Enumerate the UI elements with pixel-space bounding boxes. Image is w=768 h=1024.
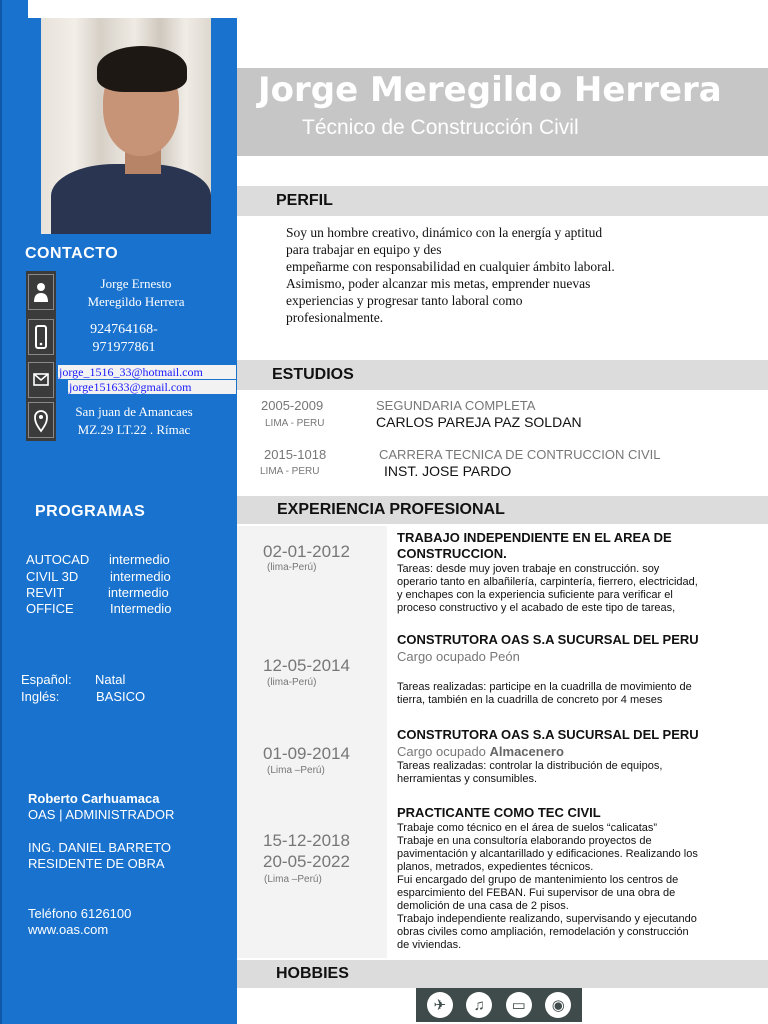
experience-date: 15-12-2018 bbox=[263, 831, 350, 850]
education-years: 2005-2009 bbox=[261, 398, 324, 413]
education-degree: SEGUNDARIA COMPLETA bbox=[376, 398, 536, 413]
experience-title: PRACTICANTE COMO TEC CIVIL bbox=[397, 805, 601, 820]
profile-line: Soy un hombre creativo, dinámico con la energía y aptitud bbox=[286, 225, 603, 240]
description-line: Fui encargado del grupo de mantenimiento los centros de bbox=[397, 874, 679, 886]
profile-line: experiencias y progresar tanto laboral como bbox=[286, 293, 523, 308]
description-line: de viviendas. bbox=[397, 939, 462, 951]
phone-icon bbox=[28, 319, 54, 355]
contact-address-line2: MZ.29 LT.22 . Rímac bbox=[77, 422, 191, 437]
reference-1-name: Roberto Carhuamaca bbox=[28, 791, 160, 806]
reference-1-role: OAS | ADMINISTRADOR bbox=[28, 807, 175, 822]
photo-shirt bbox=[51, 164, 211, 234]
experience-role bbox=[397, 744, 564, 759]
description-line: obras civiles como ampliación, remodelación y construcción bbox=[397, 926, 689, 938]
book-icon: ▭ bbox=[506, 992, 532, 1018]
job-title: Técnico de Construcción Civil bbox=[302, 116, 579, 139]
education-degree: CARRERA TECNICA DE CONTRUCCION CIVIL bbox=[379, 447, 661, 462]
experience-description bbox=[397, 563, 753, 615]
experience-location: (Lima –Perú) bbox=[264, 874, 322, 885]
contact-address bbox=[58, 403, 210, 439]
experience-date-column bbox=[237, 526, 387, 958]
contact-heading: CONTACTO bbox=[25, 245, 119, 262]
experience-date: 02-01-2012 bbox=[263, 542, 350, 561]
program-name: AUTOCAD bbox=[26, 552, 90, 567]
sidebar-top-strip bbox=[28, 0, 239, 18]
profile-text bbox=[286, 224, 706, 326]
experience-title: CONSTRUTORA OAS S.A SUCURSAL DEL PERU bbox=[397, 727, 699, 742]
program-level: intermedio bbox=[109, 552, 170, 567]
program-row bbox=[26, 569, 171, 585]
profile-line: empeñarme con responsabilidad en cualquier ámbito laboral. bbox=[286, 259, 615, 274]
language-level: Natal bbox=[95, 672, 126, 687]
program-row bbox=[26, 552, 170, 568]
person-icon bbox=[28, 274, 54, 310]
role-value: Peón bbox=[489, 649, 520, 664]
description-line: herramientas y consumibles. bbox=[397, 773, 538, 785]
camera-icon: ◉ bbox=[545, 992, 571, 1018]
experience-description bbox=[397, 760, 753, 786]
reference-2-role: RESIDENTE DE OBRA bbox=[28, 856, 165, 871]
description-line: Trabaje en una consultoría elaborando proyectos de bbox=[397, 835, 652, 847]
hobbies-icon-bar bbox=[416, 988, 582, 1022]
program-name: CIVIL 3D bbox=[26, 569, 79, 584]
reference-web[interactable]: www.oas.com bbox=[28, 922, 109, 937]
photo-hair bbox=[97, 46, 187, 92]
language-row bbox=[21, 689, 145, 705]
email-link-1[interactable]: jorge_1516_33@hotmail.com bbox=[58, 365, 236, 379]
experience-location: (lima-Perú) bbox=[267, 677, 317, 688]
role-prefix: Cargo ocupado bbox=[397, 649, 490, 664]
description-line: y enchapes con la experiencia suficiente para verificar el bbox=[397, 589, 673, 601]
music-note-icon: ♫ bbox=[466, 992, 492, 1018]
profile-line: profesionalmente. bbox=[286, 310, 384, 325]
program-row bbox=[26, 585, 169, 601]
education-years: 2015-1018 bbox=[264, 447, 327, 462]
contact-name-line1: Jorge Ernesto bbox=[100, 276, 172, 291]
description-line: planos, metrados, expedientes técnicos. bbox=[397, 861, 594, 873]
language-name: Español: bbox=[21, 672, 72, 687]
program-level: intermedio bbox=[110, 569, 171, 584]
program-name: REVIT bbox=[26, 585, 65, 600]
contact-phone bbox=[64, 321, 184, 357]
contact-phone-line2: 971977861 bbox=[92, 340, 156, 355]
person-name: Jorge Meregildo Herrera bbox=[258, 70, 722, 110]
experience-date: 01-09-2014 bbox=[263, 744, 350, 763]
reference-phone: Teléfono 6126100 bbox=[28, 906, 132, 921]
program-row bbox=[26, 601, 171, 617]
location-pin-icon bbox=[28, 402, 54, 438]
program-level: intermedio bbox=[108, 585, 169, 600]
reference-2-name: ING. DANIEL BARRETO bbox=[28, 840, 172, 855]
program-name: OFFICE bbox=[26, 601, 74, 616]
experience-heading: EXPERIENCIA PROFESIONAL bbox=[277, 501, 505, 518]
experience-role bbox=[397, 649, 520, 664]
program-level: Intermedio bbox=[110, 601, 172, 616]
experience-title-line: TRABAJO INDEPENDIENTE EN EL AREA DE bbox=[397, 530, 672, 545]
education-institution: INST. JOSE PARDO bbox=[384, 463, 512, 479]
description-line: Tareas realizadas: controlar la distribución de equipos, bbox=[397, 760, 663, 772]
experience-date: 12-05-2014 bbox=[263, 656, 350, 675]
description-line: operario tanto en albañilería, carpintería, fierrero, electricidad, bbox=[397, 576, 698, 588]
description-line: Trabaje como técnico en el área de suelos “calicatas” bbox=[397, 822, 658, 834]
role-value: Almacenero bbox=[489, 744, 564, 759]
profile-line: para trabajar en equipo y des bbox=[286, 242, 442, 257]
education-institution: CARLOS PAREJA PAZ SOLDAN bbox=[376, 414, 582, 430]
education-location: LIMA - PERU bbox=[265, 418, 325, 429]
email-link-2[interactable]: jorge151633@gmail.com bbox=[68, 380, 236, 394]
experience-location: (Lima –Perú) bbox=[267, 765, 325, 776]
description-line: Trabajo independiente realizando, supervisando y ejecutando bbox=[397, 913, 697, 925]
language-row bbox=[21, 672, 125, 688]
hobbies-heading: HOBBIES bbox=[276, 965, 349, 982]
mail-icon bbox=[28, 362, 54, 398]
experience-location: (lima-Perú) bbox=[267, 562, 317, 573]
contact-name-line2: Meregildo Herrera bbox=[87, 294, 185, 309]
description-line: pavimentación y alcantarillado y edificaciones. Realizando los bbox=[397, 848, 698, 860]
contact-icon-bar bbox=[26, 271, 56, 441]
contact-address-line1: San juan de Amancaes bbox=[75, 404, 193, 419]
programs-heading: PROGRAMAS bbox=[35, 503, 146, 520]
airplane-icon: ✈ bbox=[427, 992, 453, 1018]
experience-date-end: 20-05-2022 bbox=[263, 852, 350, 871]
description-line: proceso constructivo y el acabado de este tipo de tareas, bbox=[397, 602, 676, 614]
contact-phone-line1: 924764168- bbox=[90, 322, 158, 337]
description-line: demolición de una casa de 2 pisos. bbox=[397, 900, 569, 912]
profile-line: Asimismo, poder alcanzar mis metas, emprender nuevas bbox=[286, 276, 591, 291]
contact-name bbox=[62, 275, 210, 311]
education-location: LIMA - PERU bbox=[260, 466, 320, 477]
experience-title-line: CONSTRUCCION. bbox=[397, 546, 507, 561]
language-level: BASICO bbox=[96, 689, 146, 704]
description-line: Tareas: desde muy joven trabaje en construcción. soy bbox=[397, 563, 660, 575]
profile-photo bbox=[41, 18, 211, 234]
description-line: tierra, también en la cuadrilla de concreto por 4 meses bbox=[397, 694, 663, 706]
experience-title: CONSTRUTORA OAS S.A SUCURSAL DEL PERU bbox=[397, 632, 699, 647]
experience-title bbox=[397, 530, 672, 562]
description-line: Tareas realizadas: participe en la cuadrilla de movimiento de bbox=[397, 681, 692, 693]
profile-heading: PERFIL bbox=[276, 192, 333, 209]
description-line: esparcimiento del FEBAN. Fui supervisor de una obra de bbox=[397, 887, 676, 899]
language-name: Inglés: bbox=[21, 689, 60, 704]
role-prefix: Cargo ocupado bbox=[397, 744, 490, 759]
education-heading: ESTUDIOS bbox=[272, 366, 354, 383]
experience-description bbox=[397, 681, 753, 707]
experience-description bbox=[397, 822, 753, 952]
